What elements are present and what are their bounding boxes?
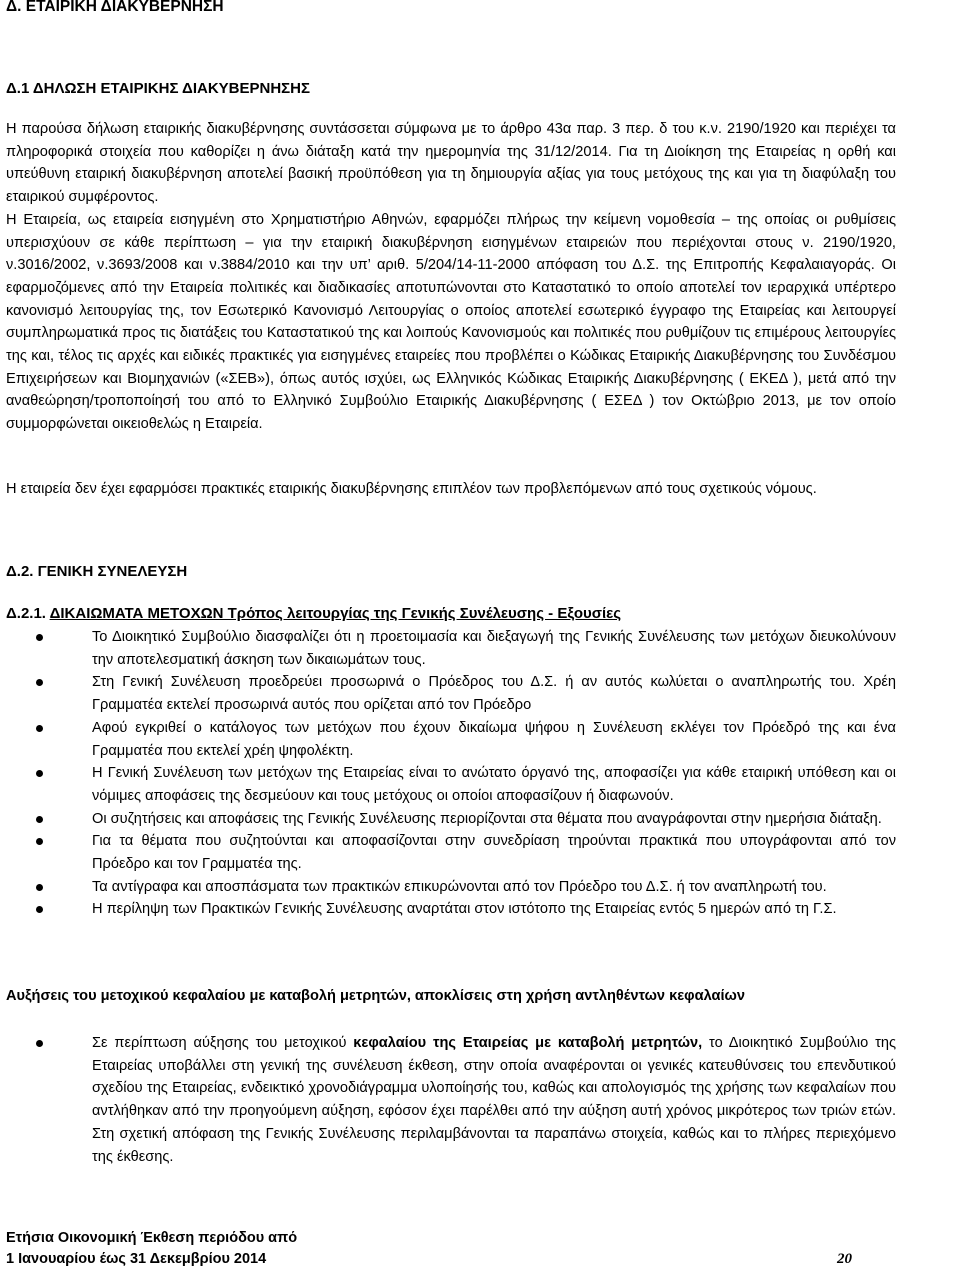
list-item bbox=[6, 898, 896, 921]
section-title: Δ. ΕΤΑΙΡΙΚΗ ΔΙΑΚΥΒΕΡΝΗΣΗ bbox=[6, 0, 224, 15]
list-item-text: Οι συζητήσεις και αποφάσεις της Γενικής Συνέλευσης περιορίζονται στα θέματα που αναγράφονται στην ημερήσια διάταξη. bbox=[92, 810, 882, 827]
subsection2-title: Δ.2. ΓΕΝΙΚΗ ΣΥΝΕΛΕΥΣΗ bbox=[6, 563, 188, 580]
list-item-text: Τα αντίγραφα και αποσπάσματα των πρακτικών επικυρώνονται από τον Πρόεδρο του Δ.Σ. ή τον αναπληρωτή του. bbox=[92, 878, 827, 895]
list-item-text: Στη Γενική Συνέλευση προεδρεύει προσωρινά ο Πρόεδρος του Δ.Σ. ή αν αυτός κωλύεται ο αναπληρωτής του. Χρέη Γραμματέα εκτελεί προσωρινά αυτός που ορίζεται από τον Πρόεδρο bbox=[92, 674, 896, 714]
footer-line-2: 1 Ιανουαρίου έως 31 Δεκεμβρίου 2014 bbox=[6, 1251, 267, 1267]
list-item bbox=[6, 830, 896, 875]
list-item-text: Το Διοικητικό Συμβούλιο διασφαλίζει ότι η προετοιμασία και διεξαγωγή της Γενικής Συνέλευσης των μετόχων διευκολύνουν την αποτελεσματική άσκηση των δικαιωμάτων τους. bbox=[92, 629, 896, 668]
capital-text-post: το Διοικητικό Συμβούλιο της Εταιρείας υποβάλλει στη γενική της συνέλευση έκθεση, στην οποία αναφέρονται οι γενικές κατευθύνσεις του επενδυτικού σχεδίου της Εταιρείας, ενδεικτικό χρονοδιάγραμμα υλοποίησής του, καθώς και απολογισμός της χρήσης των κεφαλαίων που αντλήθηκαν από την προηγούμενη αύξηση, εφόσον έχει παρέλθει από την αύξηση αυτή χρόνος μικρότερος των τριών ετών. Στη σχετική απόφαση της Γενικής Συνέλευσης περιλαμβάνονται τα παραπάνω στοιχεία, καθώς και το πλήρες περιεχόμενο της έκθεσης. bbox=[92, 1035, 896, 1165]
capital-heading: Αυξήσεις του μετοχικού κεφαλαίου με καταβολή μετρητών, αποκλίσεις στη χρήση αντληθέντων κεφαλαίων bbox=[6, 988, 745, 1004]
list-item-text: Η Γενική Συνέλευση των μετόχων της Εταιρείας είναι το ανώτατο όργανό της, αποφασίζει για κάθε εταιρική υπόθεση και οι νόμιμες αποφάσεις της δεσμεύουν και τους μετόχους οι οποίοι αποφασίζουν ή διαφωνούν. bbox=[92, 765, 896, 804]
page-footer bbox=[6, 1228, 906, 1270]
intro-sentence-3: Η Εταιρεία, ως εταιρεία εισηγμένη στο Χρηματιστήριο Αθηνών, εφαρμόζει πλήρως την κείμενη νομοθεσία – της οποίας οι ρυθμίσεις υπερισχύουν σε κάθε περίπτωση – για την εταιρική διακυβέρνηση εισηγμένων εταιρειών που περιέχονται στους ν. 2190/1920, ν.3016/2002, ν.3693/2008 και ν.3884/2010 και την υπ’ αριθ. 5/204/14-11-2000 απόφαση του Δ.Σ. της Επιτροπής Κεφαλαιαγοράς. bbox=[6, 211, 896, 274]
bullet-icon bbox=[36, 884, 43, 891]
bullet-icon bbox=[36, 679, 43, 686]
bullet-icon bbox=[36, 1040, 43, 1047]
bullet-icon bbox=[36, 770, 43, 777]
capital-text-pre: Σε περίπτωση αύξησης του μετοχικού bbox=[92, 1035, 354, 1051]
capital-list bbox=[6, 1032, 896, 1168]
practices-paragraph: Η εταιρεία δεν έχει εφαρμόσει πρακτικές εταιρικής διακυβέρνησης επιπλέον των προβλεπόμενων από τους σχετικούς νόμους. bbox=[6, 481, 817, 497]
list-item bbox=[6, 717, 896, 762]
bullet-icon bbox=[36, 838, 43, 845]
subsection21-number: Δ.2.1. bbox=[6, 605, 46, 622]
list-item bbox=[6, 876, 896, 899]
list-item bbox=[6, 626, 896, 671]
list-item bbox=[6, 1032, 896, 1168]
intro-paragraph bbox=[6, 118, 896, 436]
page-number: 20 bbox=[837, 1251, 852, 1267]
intro-sentence-1: Η παρούσα δήλωση εταιρικής διακυβέρνησης συντάσσεται σύμφωνα με το άρθρο 43α παρ. 3 περ. δ του κ.ν. 2190/1920 και περιέχει τα πληροφορικά στοιχεία που καθορίζει η άνω διάταξη κατά την ημερομηνία της 31/12/2014. bbox=[6, 121, 896, 160]
subsection21-heading bbox=[6, 603, 621, 626]
intro-sentence-2: Για τη Διοίκηση της Εταιρείας η ορθή και υπεύθυνη εταιρική διακυβέρνηση αποτελεί βασική προϋπόθεση για τη δημιουργία αξίας για τους μετόχους της και για τη διαφύλαξη του εταιρικού συμφέροντος. bbox=[6, 143, 896, 206]
general-assembly-list bbox=[6, 626, 896, 921]
subsection-title: Δ.1 ΔΗΛΩΣΗ ΕΤΑΙΡΙΚΗΣ ΔΙΑΚΥΒΕΡΝΗΣΗΣ bbox=[6, 80, 311, 97]
subsection21-title: ΔΙΚΑΙΩΜΑΤΑ ΜΕΤΟΧΩΝ Τρόπος λειτουργίας της Γενικής Συνέλευσης - Εξουσίες bbox=[49, 605, 622, 622]
list-item bbox=[6, 762, 896, 807]
bullet-icon bbox=[36, 906, 43, 913]
list-item-text: Αφού εγκριθεί ο κατάλογος των μετόχων που έχουν δικαίωμα ψήφου η Συνέλευση εκλέγει τον Πρόεδρό της και ένα Γραμματέα που εκτελεί χρέη ψηφολέκτη. bbox=[92, 719, 896, 759]
bullet-icon bbox=[36, 816, 43, 823]
list-item-text: Η περίληψη των Πρακτικών Γενικής Συνέλευσης αναρτάται στον ιστότοπο της Εταιρείας εντός 5 ημερών από τη Γ.Σ. bbox=[92, 901, 837, 918]
bullet-icon bbox=[36, 725, 43, 732]
list-item bbox=[6, 808, 896, 831]
intro-sentence-4: Οι εφαρμοζόμενες από την Εταιρεία πολιτικές και διαδικασίες αποτυπώνονται στο Καταστατικό το οποίο αποτελεί τον ιεραρχικά υπέρτερο κανονισμό λειτουργίας της, τον Εσωτερικό Κανονισμό Λειτουργίας ο οποίος αποτελεί εσωτερικό έγγραφο της Εταιρείας και λειτουργεί συμπληρωματικά προς τις διατάξεις του Καταστατικού της και λοιπούς Κανονισμούς και πολιτικές που ρυθμίζουν τις επιμέρους λειτουργίες της και, τέλος τις αρχές και ειδικές πρακτικές για εισηγμένες εταιρείες που προβλέπει ο Κώδικας Εταιρικής Διακυβέρνησης του Συνδέσμου Επιχειρήσεων και Βιομηχανιών («ΣΕΒ»), όπως αυτός ισχύει, ως Ελληνικός Κώδικας Εταιρικής Διακυβέρνησης ( ΕΚΕΔ ), μετά από την αναθεώρηση/τροποποίησή του από το Ελληνικό Συμβούλιο Εταιρικής Διακυβέρνησης ( ΕΣΕΔ ) τον Οκτώβριο 2013, με τον οποίο συμμορφώνεται οικειοθελώς η Εταιρεία. bbox=[6, 257, 897, 433]
capital-text-bold: κεφαλαίου της Εταιρείας με καταβολή μετρητών, bbox=[353, 1035, 703, 1051]
list-item bbox=[6, 671, 896, 716]
bullet-icon bbox=[36, 634, 43, 641]
footer-line-1: Ετήσια Οικονομική Έκθεση περιόδου από bbox=[6, 1230, 298, 1246]
list-item-text: Για τα θέματα που συζητούνται και αποφασίζονται στην συνεδρίαση τηρούνται πρακτικά που υπογράφονται από τον Πρόεδρο και τον Γραμματέα της. bbox=[92, 833, 896, 873]
